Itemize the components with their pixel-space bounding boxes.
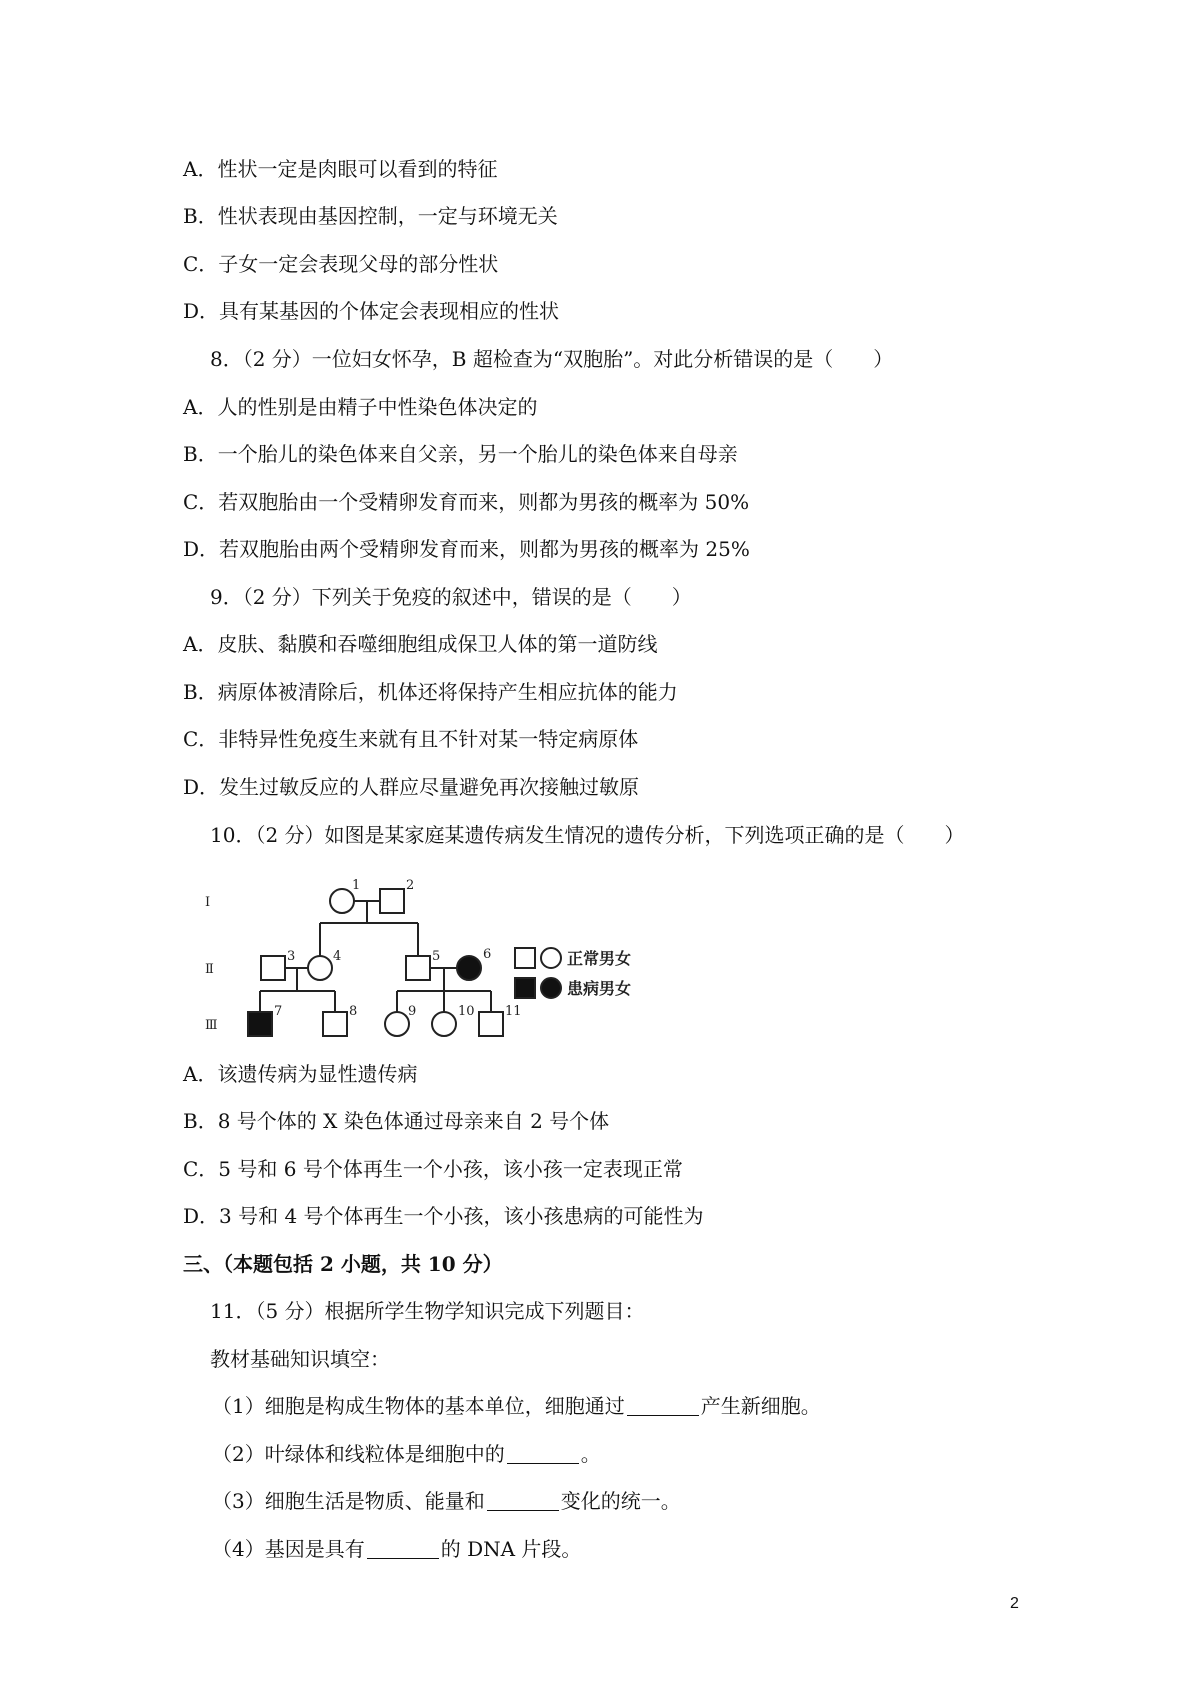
q9-stem: 9．（2 分）下列关于免疫的叙述中，错误的是（ ） [210,585,692,609]
generation-label-2: Ⅱ [205,962,214,977]
q11-item-1-after: 产生新细胞。 [700,1394,821,1418]
individual-number-10: 10 [458,1004,475,1019]
fill-blank-3[interactable] [487,1490,559,1511]
fill-blank-1[interactable] [627,1395,699,1416]
q10-stem: 10．（2 分）如图是某家庭某遗传病发生情况的遗传分析，下列选项正确的是（ ） [210,823,965,847]
q11-item-3 [212,1487,681,1515]
q7-option-d: D．具有某基因的个体定会表现相应的性状 [183,299,560,323]
generation-label-1: Ⅰ [205,895,211,910]
q10-option-d: D．3 号和 4 号个体再生一个小孩，该小孩患病的可能性为 [183,1204,704,1228]
q10-option-b: B．8 号个体的 X 染色体通过母亲来自 2 号个体 [183,1109,610,1133]
generation-label-3: Ⅲ [205,1018,218,1033]
q11-item-4-after: 的 DNA 片段。 [440,1537,582,1561]
q11-item-4 [212,1535,581,1563]
q11-item-2-after: 。 [580,1442,601,1466]
q7-option-a: A．性状一定是肉眼可以看到的特征 [183,157,498,181]
individual-number-11: 11 [505,1004,522,1019]
q8-stem: 8．（2 分）一位妇女怀孕，B 超检查为“双胞胎”。对此分析错误的是（ ） [210,347,894,371]
pedigree-chart [205,868,705,1038]
q8-option-d: D．若双胞胎由两个受精卵发育而来，则都为男孩的概率为 25% [183,537,750,561]
q7-option-c: C．子女一定会表现父母的部分性状 [183,252,499,276]
q10-option-a: A．该遗传病为显性遗传病 [183,1062,418,1086]
legend-normal-label: 正常男女 [567,949,632,968]
q11-intro: 教材基础知识填空： [210,1347,390,1371]
individual-number-9: 9 [408,1004,417,1019]
q11-item-2-before: （2）叶绿体和线粒体是细胞中的 [212,1442,505,1466]
individual-number-5: 5 [432,949,441,964]
individual-number-3: 3 [287,949,296,964]
q8-option-a: A．人的性别是由精子中性染色体决定的 [183,395,538,419]
q11-item-3-after: 变化的统一。 [560,1489,681,1513]
q8-option-c: C．若双胞胎由一个受精卵发育而来，则都为男孩的概率为 50% [183,490,750,514]
section-3-heading: 三、（本题包括 2 小题，共 10 分） [183,1252,503,1276]
individual-number-2: 2 [406,878,415,893]
individual-number-1: 1 [352,878,361,893]
q9-option-b: B．病原体被清除后，机体还将保持产生相应抗体的能力 [183,680,678,704]
q8-option-b: B．一个胎儿的染色体来自父亲，另一个胎儿的染色体来自母亲 [183,442,738,466]
q11-item-4-before: （4）基因是具有 [212,1537,365,1561]
q11-item-1 [212,1392,821,1420]
legend-affected-label: 患病男女 [567,979,632,998]
q11-item-3-before: （3）细胞生活是物质、能量和 [212,1489,485,1513]
individual-number-4: 4 [333,949,342,964]
q10-option-c: C．5 号和 6 号个体再生一个小孩，该小孩一定表现正常 [183,1157,683,1181]
page-number: 2 [1010,1595,1019,1612]
fill-blank-2[interactable] [507,1443,579,1464]
q11-item-2 [212,1440,601,1468]
q9-option-d: D．发生过敏反应的人群应尽量避免再次接触过敏原 [183,775,640,799]
individual-number-8: 8 [349,1004,358,1019]
individual-number-7: 7 [274,1004,283,1019]
individual-number-6: 6 [483,947,492,962]
q11-stem: 11．（5 分）根据所学生物学知识完成下列题目： [210,1299,645,1323]
fill-blank-4[interactable] [367,1538,439,1559]
q11-item-1-before: （1）细胞是构成生物体的基本单位，细胞通过 [212,1394,625,1418]
q9-option-a: A．皮肤、黏膜和吞噬细胞组成保卫人体的第一道防线 [183,632,658,656]
q9-option-c: C．非特异性免疫生来就有且不针对某一特定病原体 [183,727,639,751]
q7-option-b: B．性状表现由基因控制，一定与环境无关 [183,204,558,228]
